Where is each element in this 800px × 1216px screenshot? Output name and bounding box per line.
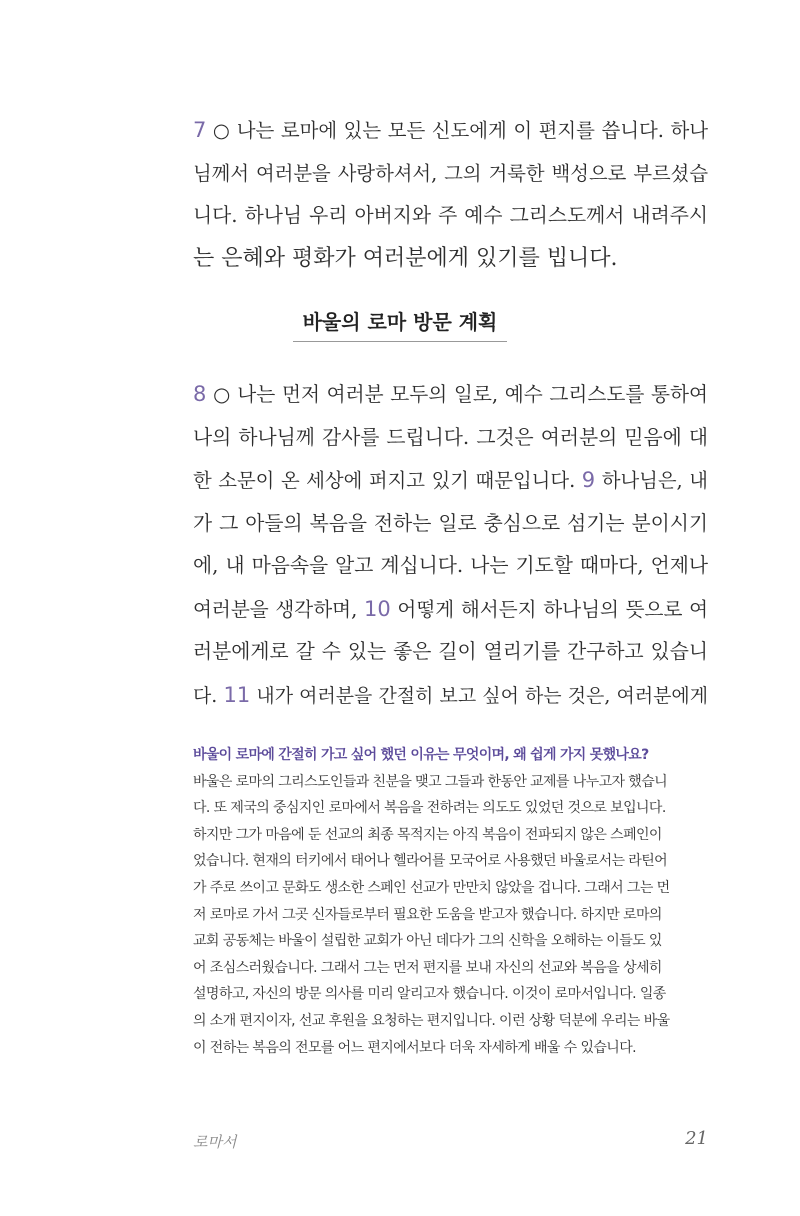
scripture-line: 러분에게로 갈 수 있는 좋은 길이 열리기를 간구하고 있습니 [193, 640, 708, 663]
scripture-line: 에, 내 마음속을 알고 계십니다. 나는 기도할 때마다, 언제나 [193, 554, 708, 577]
verse-number: 7 [193, 118, 207, 142]
verse-number: 10 [364, 596, 391, 621]
commentary-line: 저 로마로 가서 그곳 신자들로부터 필요한 도움을 받고자 했습니다. 하지만 로마의 [193, 906, 662, 923]
scripture-text: 한 소문이 온 세상에 퍼지고 있기 때문입니다. [193, 469, 576, 492]
commentary-line: 이 전하는 복음의 전모를 어느 편지에서보다 더욱 자세하게 배울 수 있습니다. [193, 1039, 636, 1056]
verse-number: 9 [581, 468, 596, 492]
commentary-box [193, 742, 708, 1061]
scripture-line [193, 373, 708, 417]
verse-number: 8 [193, 382, 207, 406]
commentary-line: 교회 공동체는 바울이 설립한 교회가 아닌 데다가 그의 신학을 오해하는 이들도 있 [193, 933, 662, 950]
commentary-line: 의 소개 편지이자, 선교 후원을 요청하는 편지입니다. 이런 상황 덕분에 우리는 바울 [193, 1012, 670, 1029]
scripture-line: 나의 하나님께 감사를 드립니다. 그것은 여러분의 믿음에 대 [193, 425, 708, 449]
scripture-text: 하나님은, 내 [601, 469, 708, 492]
section-title: 바울의 로마 방문 계획 [293, 306, 508, 342]
commentary-line: 하지만 그가 마음에 둔 선교의 최종 목적지는 아직 복음이 전파되지 않은 스페인이 [193, 826, 662, 843]
scripture-line [193, 109, 708, 153]
scripture-passage-verses-8-11 [193, 373, 708, 717]
scripture-text: 다. [193, 684, 218, 707]
scripture-line: 니다. 하나님 우리 아버지와 주 예수 그리스도께서 내려주시 [193, 204, 708, 227]
scripture-text: ○ 나는 먼저 여러분 모두의 일로, 예수 그리스도를 통하여 [213, 383, 709, 406]
verse-number: 11 [223, 682, 251, 707]
scripture-text: ○ 나는 로마에 있는 모든 신도에게 이 편지를 씁니다. 하나 [212, 119, 708, 142]
scripture-line: 는 은혜와 평화가 여러분에게 있기를 빕니다. [193, 245, 618, 271]
section-heading [0, 306, 800, 342]
commentary-line: 어 조심스러웠습니다. 그래서 그는 먼저 편지를 보내 자신의 선교와 복음을 상세히 [193, 959, 662, 976]
scripture-text: 내가 여러분을 간절히 보고 싶어 하는 것은, 여러분에게 [256, 684, 708, 707]
scripture-line: 님께서 여러분을 사랑하셔서, 그의 거룩한 백성으로 부르셨습 [193, 161, 708, 185]
scripture-text: 여러분을 생각하며, [193, 597, 358, 621]
scripture-passage-verse-7 [193, 109, 708, 280]
commentary-question: 바울이 로마에 간절히 가고 싶어 했던 이유는 무엇이며, 왜 쉽게 가지 못했나요? [193, 747, 649, 763]
commentary-line: 바울은 로마의 그리스도인들과 친분을 맺고 그들과 한동안 교제를 나누고자 했습니 [193, 773, 668, 790]
page-number: 21 [685, 1128, 708, 1149]
commentary-line: 다. 또 제국의 중심지인 로마에서 복음을 전하려는 의도도 있었던 것으로 보입니다. [193, 800, 666, 817]
commentary-line: 었습니다. 현재의 터키에서 태어나 헬라어를 모국어로 사용했던 바울로서는 라틴어 [193, 853, 668, 870]
scripture-line [193, 674, 708, 718]
scripture-line [193, 459, 708, 503]
scripture-text: 어떻게 해서든지 하나님의 뜻으로 여 [397, 597, 708, 621]
commentary-line: 설명하고, 자신의 방문 의사를 미리 알리고자 했습니다. 이것이 로마서입니다. 일종 [193, 986, 666, 1003]
scripture-line: 가 그 아들의 복음을 전하는 일로 충심으로 섬기는 분이시기 [193, 511, 708, 535]
commentary-line: 가 주로 쓰이고 문화도 생소한 스페인 선교가 만만치 않았을 겁니다. 그래서 그는 먼 [193, 879, 670, 896]
scripture-line [193, 588, 708, 632]
running-footer-book: 로마서 [193, 1133, 237, 1151]
